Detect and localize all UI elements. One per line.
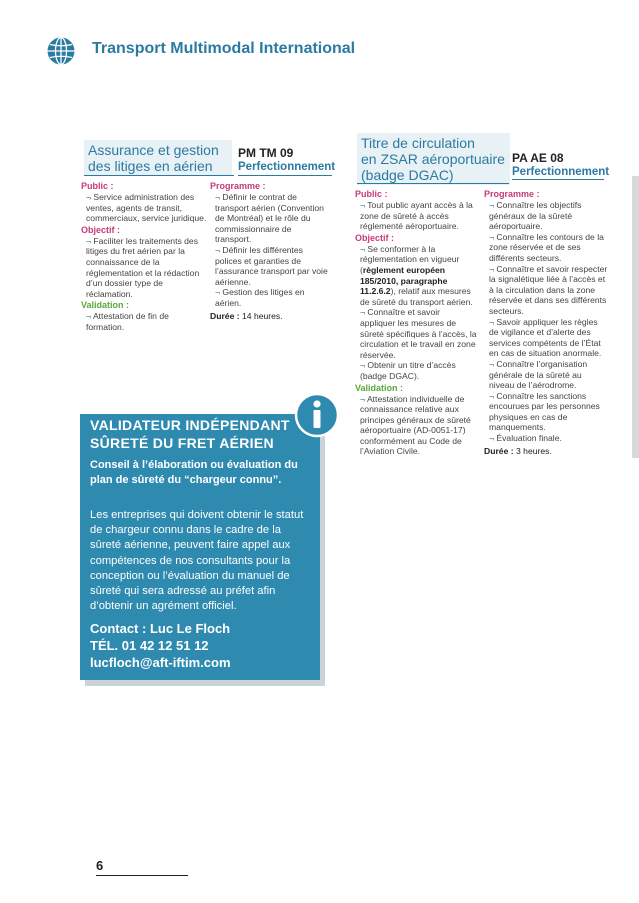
- programme-item: ¬ Connaître l’organisation générale de la sûreté au niveau de l’aérodrome.: [489, 358, 588, 391]
- globe-icon: [46, 36, 76, 66]
- course-2-code-box: [512, 151, 610, 180]
- bullet-icon: ¬: [86, 192, 94, 202]
- programme-item: ¬ Définir le contrat de transport aérien (Convention de Montréal) et le rôle du commissionnaire de transport.: [215, 192, 324, 245]
- contact-name: Contact : Luc Le Floch: [90, 621, 231, 636]
- info-box-subtitle: Conseil à l’élaboration ou évaluation du plan de sûreté du “chargeur connu”.: [90, 459, 298, 486]
- bullet-icon: ¬: [360, 393, 367, 404]
- public-text: Service administration des ventes, agents de transit, commerciaux, service juridique.: [86, 192, 207, 224]
- public-text: Tout public ayant accès à la zone de sûreté à accès réglementé aéroportuaire.: [360, 200, 473, 232]
- programme-label: Programme :: [484, 189, 540, 199]
- course-1-left-column: [81, 180, 207, 333]
- bullet-icon: ¬: [489, 358, 497, 369]
- bullet-icon: ¬: [489, 263, 497, 274]
- bullet-icon: ¬: [360, 360, 368, 371]
- course-1-level: Perfectionnement: [238, 161, 336, 173]
- bullet-icon: ¬: [215, 287, 223, 298]
- course-2-title: Titre de circulation en ZSAR aéroportuaire (badge DGAC): [357, 133, 510, 185]
- programme-label: Programme :: [210, 181, 266, 191]
- bullet-icon: ¬: [360, 243, 368, 254]
- duree: Durée : 14 heures.: [210, 310, 283, 321]
- duree: Durée : 3 heures.: [484, 445, 552, 456]
- page-title: Transport Multimodal International: [92, 40, 356, 57]
- course-1-title: Assurance et gestion des litiges en aérien: [84, 140, 232, 176]
- info-box-title: VALIDATEUR INDÉPENDANT SÛRETÉ DU FRET AÉRIEN: [90, 417, 290, 451]
- bullet-icon: ¬: [489, 433, 497, 444]
- bullet-icon: ¬: [215, 192, 223, 202]
- course-1-rule: [84, 175, 234, 176]
- objectif-text: Faciliter les traitements des litiges du fret aérien par la connaissance de la réglementation et la rédaction d’un dossier type de réclamation.: [86, 235, 200, 299]
- course-2-code: PA AE 08: [512, 151, 564, 165]
- validation-text: Attestation individuelle de connaissance relative aux principes généraux de sûreté aéroportuaire (AD-0051-17) conformément au Code de l’Aviation Civile.: [360, 393, 471, 457]
- contact-email: lucfloch@aft-iftim.com: [90, 655, 231, 670]
- programme-item: ¬ Évaluation finale.: [489, 433, 562, 444]
- course-1-right-column: [210, 180, 328, 321]
- bullet-icon: ¬: [489, 390, 497, 401]
- info-box-body: Les entreprises qui doivent obtenir le statut de chargeur connu dans le cadre de la sûreté aérienne, peuvent faire appel aux compétences de nos consultants pour la conception ou l’évaluation du manuel de sûreté qui sera adressé au préfet afin d’obtenir un agrément officiel.: [90, 509, 304, 613]
- bullet-icon: ¬: [86, 235, 94, 246]
- programme-item: ¬ Connaître et savoir respecter la signalétique liée à l’accès et à la circulation dans la zone réservée et dans ses différents secteurs.: [489, 263, 608, 316]
- course-2-left-column: Public : ¬ Tout public ayant accès à la zone de sûreté à accès réglementé aéroportuaire. Objectif : ¬ Se conformer à la réglementation en vigueur (règlement européen 185/2010, paragraphe 11.2.6.2), relatif aux mesures de sûreté du transport aérien. ¬ Connaître et savoir appliquer les mesures de sûreté spécifiques à l’accès, la circulation et le travail en zone réservée. ¬ Obtenir un titre d’accès (badge DGAC). Validation : ¬ Attestation individuelle de connaissance relative aux principes généraux de sûreté aéroportuaire (AD-0051-17) conformément au Code de l’Aviation Civile.: [355, 189, 477, 457]
- bullet-icon: ¬: [489, 231, 497, 242]
- objectif-label: Objectif :: [81, 224, 121, 235]
- contact-phone: TÉL. 01 42 12 51 12: [90, 638, 209, 653]
- programme-item: ¬ Savoir appliquer les règles de vigilance et d’alerte des services compétents de l’État en cas de situation anormale.: [489, 316, 602, 359]
- objectif-label: Objectif :: [355, 232, 395, 243]
- course-1-code-box: [238, 146, 336, 176]
- programme-item: ¬ Connaître les sanctions encourues par les personnes physiques en cas de manquements.: [489, 390, 600, 433]
- programme-item: ¬ Connaître les objectifs généraux de la sûreté aéroportuaire.: [489, 200, 582, 232]
- info-box-contact: [90, 620, 314, 671]
- course-2-right-column: [484, 188, 608, 456]
- bullet-icon: ¬: [360, 200, 368, 210]
- validation-label: Validation :: [355, 382, 404, 393]
- bullet-icon: ¬: [360, 307, 368, 318]
- validation-label: Validation :: [81, 300, 130, 311]
- page-number: 6: [96, 858, 104, 873]
- programme-item: ¬ Définir les différentes polices et garanties de l’assurance transport par voie aérienne.: [215, 244, 328, 287]
- edge-tab: [632, 176, 639, 458]
- course-2-level: Perfectionnement: [512, 166, 610, 178]
- bullet-icon: ¬: [489, 316, 497, 327]
- info-icon: [294, 392, 340, 438]
- public-label: Public :: [355, 189, 388, 199]
- info-box: [80, 414, 320, 680]
- programme-item: ¬ Connaître les contours de la zone réservée et de ses différents secteurs.: [489, 231, 604, 263]
- bullet-icon: ¬: [86, 311, 93, 322]
- course-2-rule: [357, 183, 509, 184]
- bullet-icon: ¬: [489, 200, 497, 210]
- course-1-code: PM TM 09: [238, 146, 294, 160]
- validation-text: Attestation de fin de formation.: [86, 311, 169, 332]
- footer-rule: [96, 875, 188, 876]
- programme-item: ¬ Gestion des litiges en aérien.: [215, 287, 305, 308]
- public-label: Public :: [81, 181, 114, 191]
- bullet-icon: ¬: [215, 244, 223, 255]
